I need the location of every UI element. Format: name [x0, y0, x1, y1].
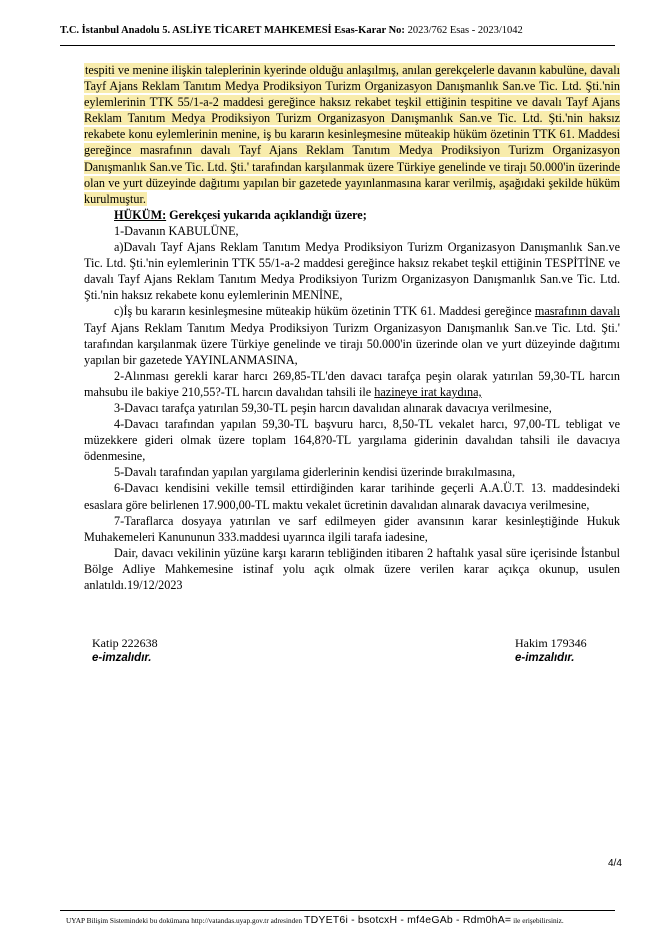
judge-esig: e-imzalıdır. [515, 652, 575, 664]
page-number: 4/4 [608, 858, 622, 869]
judge-label: Hakim 179346 [515, 636, 587, 650]
highlighted-text: tespiti ve menine ilişkin taleplerinin kyerinde olduğu anlaşılmış, anılan gerekçelerle davanın kabulüne, davalı Tayf Ajans Reklam Tanıtım Medya Prodiksiyon Turizm Organizasyon Danışmanlık San.ve Tic. Ltd. Şti.'nin eylemlerinin TTK 55/1-a-2 maddesi gereğince haksız rekabet teşkil ettiğinin tespitine ve davalı Tayf Ajans Reklam Tanıtım Medya Prodiksiyon Turizm Organizasyon Danışmanlık San.ve Tic. Ltd. Şti.'nin haksız rekabete konu eylemlerinin menine, iş bu kararın kesinleşmesine müteakip hüküm özetinin TTK 61. Maddesi gereğince masrafının davalı Tayf Ajans Reklam Tanıtım Medya Prodiksiyon Turizm Organizasyon Danışmanlık San.ve Tic. Ltd. Şti.' tarafından karşılanmak üzere Türkiye genelinde ve tirajı 50.000'in üzerinde olan ve yurt düzeyinde dağıtımı yapılan bir gazetede yayınlanmasına karar verilmiş, aşağıdaki şekilde hüküm kurulmuştur. [84, 63, 620, 206]
verdict-subtitle: Gerekçesi yukarıda açıklandığı üzere; [166, 207, 367, 222]
item-1a: a)Davalı Tayf Ajans Reklam Tanıtım Medya Prodiksiyon Turizm Organizasyon Danışmanlık San.ve Tic. Ltd. Şti.'nin eylemlerinin TTK 55/1-a-2 maddesi gereğince haksız rekabet teşkil ettiğinin TESPİTİNE ve davalı Tayf Ajans Reklam Tanıtım Medya Prodiksiyon Turizm Organizasyon Danışmanlık San.ve Tic. Ltd. Şti.'nin haksız rekabete konu eylemlerinin MENİNE, [84, 240, 620, 303]
item-1c-text-rest: Tayf Ajans Reklam Tanıtım Medya Prodiksiyon Turizm Organizasyon Danışmanlık San.ve Tic. Ltd. Şti.' tarafından karşılanmak üzere Türkiye genelinde ve tirajı 50.000'in üzerinde olan ve yurt düzeyinde dağıtımı yapılan bir gazetede YAYINLANMASINA, [84, 320, 620, 367]
item-1c-text: c)İş bu kararın kesinleşmesine müteakip hüküm özetinin TTK 61. Maddesi gereğince [114, 304, 535, 319]
case-number: 2023/762 Esas - 2023/1042 [404, 25, 523, 36]
item-2-text: 2-Alınması gerekli karar harcı 269,85-TL'den davacı tarafça peşin olarak yatırılan 59,30-TL harcın mahsubu ile bakiye 210,55?-TL harcın davalıdan tahsili ile [84, 368, 620, 399]
item-1c-underlined: masrafının davalı [534, 304, 620, 319]
document-body [84, 62, 620, 593]
item-4: 4-Davacı tarafından yapılan 59,30-TL başvuru harcı, 8,50-TL vekalet harcı, 97,00-TL tebligat ve müzekkere gideri olmak üzere toplam 164,8?0-TL yargılama giderinin davalıdan tahsili ile davacıya ödenmesine, [84, 417, 620, 464]
verification-code: TDYET6i - bsotcxH - mf4eGAb - Rdm0hA= [304, 914, 512, 926]
item-2-underlined: hazineye irat kaydına, [374, 384, 482, 399]
judge-signature [515, 636, 587, 666]
item-5: 5-Davalı tarafından yapılan yargılama giderlerinin kendisi üzerinde bırakılmasına, [114, 465, 516, 480]
closing-paragraph: Dair, davacı vekilinin yüzüne karşı kararın tebliğinden itibaren 2 haftalık yasal süre içerisinde İstanbul Bölge Adliye Mahkemesine istinaf yolu açık olmak üzere verilen karar açıkça okunup, usulen anlatıldı.19/12/2023 [84, 545, 620, 592]
item-2 [84, 368, 620, 400]
item-1: 1-Davanın KABULÜNE, [114, 223, 239, 238]
footer-suffix: ile erişebilirsiniz. [511, 916, 564, 925]
clerk-esig: e-imzalıdır. [92, 652, 152, 664]
footer-rule [60, 910, 615, 911]
verdict-title: HÜKÜM: [114, 207, 167, 222]
court-name: T.C. İstanbul Anadolu 5. ASLİYE TİCARET MAHKEMESİ Esas-Karar No: [60, 25, 405, 36]
item-3: 3-Davacı tarafça yatırılan 59,30-TL peşin harcın davalıdan alınarak davacıya verilmesine, [114, 400, 552, 415]
footer [66, 914, 626, 926]
header-rule [60, 45, 615, 46]
verdict-heading [84, 207, 620, 223]
clerk-signature [92, 636, 158, 666]
reasoning-paragraph [84, 62, 620, 207]
item-1c [84, 303, 620, 367]
item-7: 7-Taraflarca dosyaya yatırılan ve sarf edilmeyen gider avansının karar kesinleştiğinde Hukuk Muhakemeleri Kanununun 333.maddesi uyarınca ilgili tarafa iadesine, [84, 513, 620, 544]
footer-text: UYAP Bilişim Sistemindeki bu dokümana http://vatandas.uyap.gov.tr adresinden [66, 916, 304, 925]
item-6: 6-Davacı kendisini vekille temsil ettirdiğinden karar tarihinde geçerli A.A.Ü.T. 13. maddesindeki esaslara göre belirlenen 17.900,00-TL maktu vekalet ücretinin davalıdan alınarak davacıya verilmesine, [84, 481, 620, 512]
clerk-label: Katip 222638 [92, 636, 158, 650]
document-header [60, 25, 620, 36]
